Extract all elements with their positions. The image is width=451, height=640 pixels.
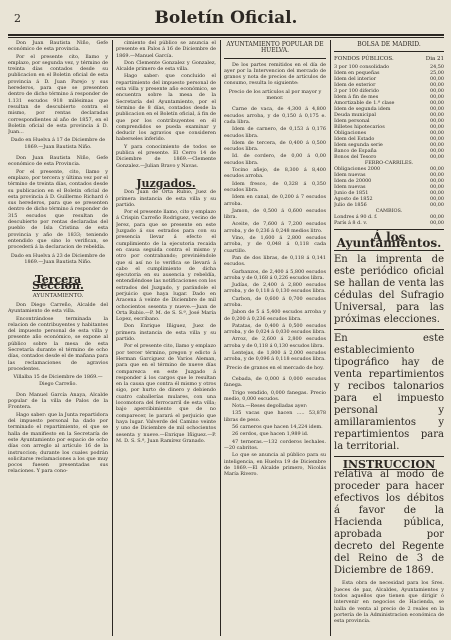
price-value: 00,00	[429, 135, 444, 142]
column-4	[334, 40, 444, 636]
price-value: 00,00	[429, 141, 444, 148]
price-label: Idem segunda serie	[334, 141, 383, 148]
price-line: Idem en canal, de 0,200 á 7 escudos arroba.	[224, 194, 326, 207]
price-value: 00,00	[429, 105, 444, 112]
price-line: Nota.—Reses degolladas ayer:	[232, 403, 308, 410]
price-row	[334, 220, 444, 226]
price-line: Pan de dos libras, de 0,118 á 0,141 escudos.	[224, 254, 326, 268]
price-line: Carne de vaca, de 4,300 á 4,800 escudos arroba, y de 0,150 á 0,175 e. cada libra.	[224, 106, 326, 125]
price-value: 00,00	[429, 129, 444, 136]
price-label: Idem en pequeñas	[334, 69, 380, 76]
price-label: Idem de 20000	[334, 177, 372, 184]
price-line: Lo que se anuncia al público para su inteligencia, en Huelva 19 de Diciembre de 1869.—El Alcalde primero, Nicolás María Rivero.	[224, 452, 326, 478]
market-heading: AYUNTAMIENTO POPULAR DE HUELVA.	[226, 41, 324, 55]
price-label: Idem nuevas	[334, 171, 366, 178]
notice-body: cimiento del público se anuncia el presente en Palos á 16 de Diciembre de 1869.—Manuel García.	[116, 40, 216, 59]
market-intro: De los partes remitidos en el día de ayer por la Intervencion del mercado de granos y nota de precios de artículos de consumo, resulta lo siguiente:	[224, 61, 326, 87]
fondos-header	[334, 55, 444, 63]
notice-signature: Dado en Huelva á 23 de Diciembre de 1869.—Juan Bautista Niño.	[10, 252, 106, 265]
masthead	[8, 2, 444, 36]
price-value: 00,00	[429, 219, 444, 226]
price-line: Vino, de 1,600 á 2,800 escudos arroba, y de 0,048 á 0,118 cada cuartillo.	[224, 235, 326, 254]
notice-body: Y para conocimiento de todos se publica el presente. El Cerro 14 de Diciembre de 1869.—Clemente Gonzalez.—Julian Bravo y Navas.	[116, 143, 216, 169]
price-line: Jamon, de 0,500 á 0,600 escudos libra.	[224, 207, 326, 221]
notice-signature: Dado en Huelva á 17 de Diciembre de 1869.—Juan Bautista Niño.	[10, 137, 106, 150]
price-list	[224, 106, 326, 362]
masthead-rule	[8, 37, 444, 38]
price-value: 00,00	[429, 171, 444, 178]
price-line: Arroz, de 2,600 á 2,800 escudos arroba y de 0,118 á 0,130 escudos libra.	[224, 336, 326, 349]
divider	[334, 51, 444, 52]
notice-heading: Don Juan Bautista Niño, Gefe económico de esta provincia.	[8, 40, 108, 53]
price-line: 26 cerdos, que hacen 1,989 id.	[232, 431, 309, 438]
bolsa-heading: BOLSA DE MADRID.	[357, 41, 421, 48]
price-line: Aceite, de 7,600 á 7,200 escudos arroba, y de 0,236 á 0,248 medios litro.	[224, 221, 326, 234]
price-label: FERRO-CARRILES.	[364, 159, 414, 166]
price-value: 00,00	[429, 153, 444, 160]
notice-heading: Don Juan Bautista Niño, Gefe económico de esta Provincia.	[8, 155, 108, 168]
price-line: Idem de carnero, de 0,153 á 0,176 escudos libra.	[224, 126, 326, 139]
price-value: 00,00	[429, 111, 444, 118]
price-table	[334, 64, 444, 226]
grain-list	[224, 376, 326, 477]
notice-body: Hago saber: que la Junta repartidora del impuesto personal ha dado por terminado el repartimiento, el que se halla de manifiesto en la Secretaría de este Ayuntamiento por espacio de ocho días con arreglo al artículo 16 de la instruccion; durante los cuales podrán solicitarse reclamaciones a los que muy pocos fuesen presentadas sus relaciones. Y para cono-	[8, 411, 108, 475]
price-line: Carbon, de 0,600 á 0,700 escudos arroba.	[224, 295, 326, 308]
price-label: Junio de 1851	[334, 189, 369, 196]
price-line: Idem de tercera, de 0,400 á 0,500 escudos libra.	[224, 139, 326, 153]
price-label: Billetes hipotecarios	[334, 123, 385, 130]
cedulas-text: En la imprenta de este periódico oficial se hallan de venta las cédulas del Sufragio Universal, para las próximas elecciones.	[334, 254, 444, 326]
price-line: Jabon de 5 á 5,400 escudos arroba y de 0,200 á 0,236 escudos libra.	[224, 309, 326, 322]
price-label: Idem personal	[334, 117, 370, 124]
ayuntamientos-heading: Á los Ayuntamientos.	[336, 229, 442, 250]
notice-instruccion	[334, 469, 444, 577]
section-title: Tercera Seccion.	[32, 273, 84, 293]
talonarios-text: En este establecimiento tipográfico hay de venta repartimientos y recibos talonarios para el impuesto personal y amillaramientos y repartimientos para la territorial.	[334, 333, 444, 453]
divider	[334, 456, 444, 457]
notice-heading: Don Clemente Gonzalez y Gonzalez, Alcalde primero de esta villa.	[116, 59, 216, 73]
divider	[224, 58, 326, 59]
price-value: 00,00	[429, 75, 444, 82]
column-1	[8, 40, 108, 636]
price-label: Banco de España	[334, 147, 377, 154]
price-value: 00,00	[429, 177, 444, 184]
price-label: Obligaciones 2000	[334, 165, 381, 172]
column-divider	[330, 40, 331, 636]
price-label: Bonos del Tesoro	[334, 153, 377, 160]
price-value: 00,00	[429, 123, 444, 130]
divider	[334, 329, 444, 330]
price-value: 00,00	[429, 147, 444, 154]
notice-heading: Don Manuel García Anaya, Alcalde popular de la villa de Palos de la Frontera.	[8, 391, 108, 411]
price-label: Idem de segunda idem	[334, 105, 391, 112]
column-divider	[220, 40, 221, 636]
instruccion-text: relativa al modo de proceder para hacer efectivos los débitos á favor de la Hacienda pública, aprobada por decreto del Regente del Reino de 3 de Diciembre de 1869.	[334, 469, 444, 577]
instruccion-heading: INSTRUCCION	[342, 458, 436, 472]
price-label: Idem de exterior	[334, 81, 376, 88]
price-label: Julio de 1856	[334, 201, 367, 208]
price-value: 00,00	[429, 81, 444, 88]
notice-body: Hago saber: que concluido el repartimiento del impuesto personal de esta villa y presente año económico, se encuentra sobre la mesa de la Secretaría del Ayuntamiento, por el término de 8 días, contados desde la publicacion en el Boletín oficial, á fin de que por los contribuyentes en él comprendidos se pueda examinar y deducir los agravios que consideren haberseles inferido.	[116, 73, 216, 143]
price-label: Deuda municipal	[334, 111, 376, 118]
notice-body: Encontrándose terminada la relacion de contribuyentes y habitantes del impuesto personal de esta villa y presente año económico, se expone al público sobre la mesa de esta Secretaría durante el término de ocho días, contados desde el de mañana para las reclamaciones de agravios procedentes.	[8, 315, 108, 372]
dia-label: Dia 21	[425, 56, 444, 63]
subsection-title: AYUNTAMIENTO.	[32, 292, 84, 299]
price-label: Londres á 90 d. f.	[334, 213, 378, 220]
section-title: Juzgados.	[136, 176, 196, 190]
price-label: CAMBIOS.	[375, 207, 403, 214]
price-label: Idem del interior	[334, 75, 377, 82]
notice-cedulas	[334, 254, 444, 326]
price-value: 00,00	[429, 189, 444, 196]
notice-body: Por el presente llamo, cito y emplazo á Crispin Carreño Rodriguez, vecino de Jerez, para que se presente en este Juzgado á sus estrados para con su presencia llevar á efecto el cumplimiento de la ejecutoria recaida en causa seguida contra el mismo y otro por contrabando; previniéndole que si así no lo verifica se llevará á cabo el cumplimiento de dicha ejecutoria en su ausencia y rebeldía, entendiéndose las notificaciones con los estrados del Juzgado, y parándole el perjuicio que haya lugar. Dado en Aracena á veinte de Diciembre de mil ochocientos sesenta y nueve.—Juan de Orta Rubio.—P. M. de S. S.ª, José María Lopez, escribano.	[116, 209, 216, 323]
price-label: Amortizable de 1.ª clase	[334, 99, 395, 106]
grain-subheading: Precio de granos en el mercado de hoy.	[226, 364, 324, 371]
price-label: 3 por 100 consolidado	[334, 63, 390, 70]
notice-body: Por el presente cito, llamo y emplazo por tercer término, pregon y edicto á Herman Garciguez de Varios Aleman, para que en el término de nueve días comparezca en este Juzgado á responder á los cargos que le resultan en la causa que contra él mismo y otros sigo, por hurto de dinero y debiendo cuatro caballerías mulares, con una locomotora del ferrocarril de esta villa; bajo apercibimiento que de no comparecer, le parará el perjuicio que haya lugar. Valverde del Camino veinte y uno de Diciembre de mil ochocientos sesenta y nueve.—Enrique Iñiguez.—P. M. D. S. S.ª, Juan Ramírez Granado.	[116, 343, 216, 444]
price-line: Trigo vendido, 0,000 fanegas. Precio medio, 0,000 escudos.	[224, 389, 326, 402]
price-value: 00,00	[429, 93, 444, 100]
price-label: París á 8 d. v.	[334, 219, 368, 226]
price-value: 00,00	[429, 183, 444, 190]
notice-heading: Don Diego Carreño, Alcalde del Ayuntamiento de esta villa.	[8, 301, 108, 315]
price-value: 00,00	[429, 201, 444, 208]
price-line: Patatas, de 0,400 á 0,500 escudos arroba, y de 0,024 á 0,030 escudos libra.	[224, 322, 326, 336]
price-line: 56 carneros que hacen 14,224 idem.	[232, 424, 323, 431]
price-line: Garbanzos, de 2,400 á 5,800 escudos arroba y de 0,168 á 0,226 escudos libra.	[224, 268, 326, 281]
price-label: Idem nuevas	[334, 183, 366, 190]
price-label: Idem á fin de mes	[334, 93, 379, 100]
notice-signature: Villalba 15 de Diciembre de 1869.—Diego Carreño.	[13, 374, 103, 387]
column-2	[116, 40, 216, 636]
price-line: Idem fresco, de 0,328 á 0,350 escudos libra.	[224, 180, 326, 193]
price-line: Id. de cordero, de 0,00 á 0,00 escudos libra.	[224, 153, 326, 166]
page-number: 2	[14, 12, 21, 25]
notice-heading: Don Enrique Iñiguez, Juez de primera instancia de esta villa y su partido.	[116, 323, 216, 343]
notice-body: Por el presente cito, llamo y emplazo, por segunda vez, y término de treinta días contados desde su publicacion en el Boletin oficial de esta provincia á D. Juan Parejo y sus herederos, para que se presenten dentro de dicho término á responder de 1.131 escudos 918 milésimas que resultan de descubierto contra el mismo, por rentas declaradas correspondientes al año de 1857, en el Boletin oficial de esta provincia á D. Juan...	[8, 53, 108, 136]
instruccion-note: Esta obra de necesidad para los Sres. Jueces de paz, Alcaldes, Ayuntamientos y todos aquellos que tienen que dirigir ó intervenir en negocios de Hacienda, se halla de venta al precio de 2 reales en la portería de la Administracion económica de esta provincia.	[334, 580, 444, 625]
price-value: 00,00	[429, 99, 444, 106]
fondos-title: FONDOS PÚBLICOS.	[334, 56, 394, 63]
price-line: Judías, de 2,400 á 2,800 escudos arroba, y de 0,118 á 0,130 escudos libra.	[224, 282, 326, 295]
price-subheading: Precio de los artículos al por mayor y menor.	[228, 88, 322, 102]
price-value: 00,00	[429, 213, 444, 220]
price-line: Tocino añejo, de 8,300 á 8,400 escudos arroba.	[224, 167, 326, 180]
notice-heading: Don Juan de Orta Rubio, Juez de primera instancia de esta villa y su partido.	[116, 189, 216, 208]
price-value: 00,00	[429, 195, 444, 202]
price-line: 47 terneras.—132 corderos lechales.—20 cabritos.	[224, 438, 326, 451]
column-divider	[112, 40, 113, 636]
price-label: Agosto de 1852	[334, 195, 373, 202]
price-value: 00,00	[429, 87, 444, 94]
price-value: 24,50	[429, 63, 444, 70]
column-3	[224, 40, 326, 636]
divider	[334, 250, 444, 251]
price-value: 00,00	[429, 165, 444, 172]
price-label: Obligaciones	[334, 129, 367, 136]
price-label: Idem del Estado	[334, 135, 375, 142]
price-line: Cebada, de 0,000 á 0,000 escudos fanega.	[224, 375, 326, 389]
notice-body: Por el presente, cito, llamo y emplazo, por tercera y última vez por el término de treinta días, contados desde su publicacion en el Boletin oficial de esta provincia á D. Guillermo Richard ó sus herederos, para que se presenten dentro de dicho término á responder de 315 escudos que resultan de descubierto por rentas declaradas del pueblo de Isla Cristina de esta provincia y año de 1833; teniendo entendido que sino lo verifican, se procederá á la declaracion de rebeldía.	[8, 168, 108, 251]
price-line: Lentejas, de 1,800 á 2,000 escudos arroba, y de 0,096 á 0,118 escudos libra.	[224, 350, 326, 363]
price-line: 135 vacas que hacen ..... 53,878 libras de peso.	[224, 410, 326, 423]
price-label: 3 por 100 diferido	[334, 87, 379, 94]
newspaper-title: Boletín Oficial.	[154, 8, 298, 28]
notice-talonarios	[334, 333, 444, 453]
price-value: 00,00	[429, 117, 444, 124]
price-value: 25,00	[429, 69, 444, 76]
